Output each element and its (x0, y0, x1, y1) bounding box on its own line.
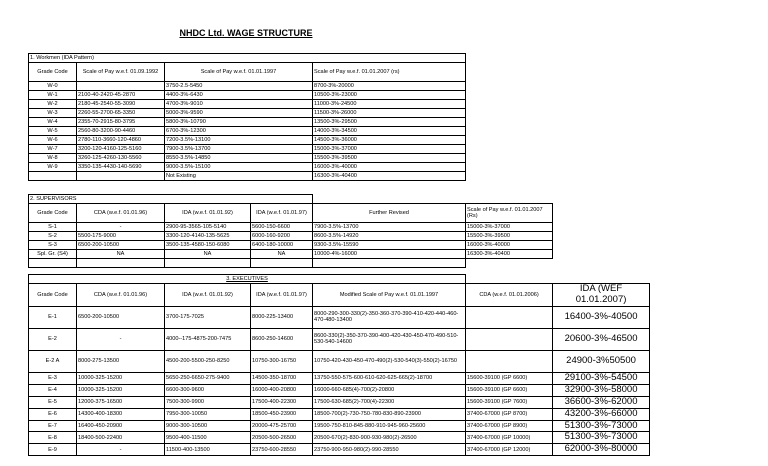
cell: 8000-275-13500 (77, 350, 165, 372)
table-row (29, 432, 650, 444)
cell: 9500-400-11500 (165, 432, 251, 444)
grade-cell: E-4 (29, 384, 77, 396)
table-row (29, 250, 553, 259)
cell: 6400-180-10000 (251, 241, 313, 250)
cell: 15500-3%-39500 (466, 232, 553, 241)
cell: 4000--175-4875-200-7475 (165, 328, 251, 350)
grade-cell: W-1 (29, 91, 77, 100)
col-grade-code: Grade Code (29, 204, 77, 223)
grade-cell: W-3 (29, 109, 77, 118)
table-row (29, 384, 650, 396)
col-ida-1997: IDA (w.e.f. 01.01.97) (251, 284, 313, 307)
table-row (29, 444, 650, 456)
cell: 37400-67000 (GP 8700) (466, 408, 553, 420)
cell: 2355-70-2915-80-3795 (77, 118, 165, 127)
table-row (29, 163, 466, 172)
cell: 4700-3%-9010 (165, 100, 313, 109)
cell: 8600-330(2)-350-370-390-400-420-430-450-470-490-510-530-540-14600 (313, 328, 466, 350)
cell: 7900-3.5%-13700 (165, 145, 313, 154)
cell: 11500-400-13500 (165, 444, 251, 456)
col-scale-1997: Scale of Pay w.e.f. 01.01.1997 (165, 63, 313, 82)
cell: 3200-120-4160-125-5160 (77, 145, 165, 154)
cell: 11000-3%-24500 (313, 100, 466, 109)
cell: 10000-325-15200 (77, 384, 165, 396)
table-row (29, 118, 466, 127)
cell (466, 306, 553, 328)
cell: 9000-300-10500 (165, 420, 251, 432)
table-row (29, 223, 553, 232)
col-scale-1992: Scale of Pay w.e.f. 01.09.1992 (77, 63, 165, 82)
cell: 3750-2.5-5450 (165, 82, 313, 91)
cell: 4400-3%-6430 (165, 91, 313, 100)
cell: 10500-3%-23000 (313, 91, 466, 100)
cell: 3300-120-4140-135-5625 (165, 232, 251, 241)
cell: 2260-55-2700-65-3350 (77, 109, 165, 118)
cell: 16400-450-20900 (77, 420, 165, 432)
cell: 20500-500-26500 (251, 432, 313, 444)
col-grade-code: Grade Code (29, 284, 77, 307)
cell: 8000-225-13400 (251, 306, 313, 328)
cell: 11500-3%-26000 (313, 109, 466, 118)
grade-cell: E-5 (29, 396, 77, 408)
table-row (29, 232, 553, 241)
grade-cell: E-8 (29, 432, 77, 444)
grade-cell: W-5 (29, 127, 77, 136)
ida-2007-cell: 51300-3%-73000 (553, 432, 650, 444)
ida-2007-cell: 43200-3%-66000 (553, 408, 650, 420)
cell: 6500-200-10500 (77, 306, 165, 328)
cell: 14300-400-18300 (77, 408, 165, 420)
grade-cell: W-2 (29, 100, 77, 109)
table-row (29, 109, 466, 118)
table-row (29, 172, 466, 181)
cell: 7500-300-9900 (165, 396, 251, 408)
table-row (29, 328, 650, 350)
col-ida-1992: IDA (w.e.f. 01.01.92) (165, 204, 251, 223)
cell: 16300-3%-40400 (466, 250, 553, 259)
cell: 5600-150-6600 (251, 223, 313, 232)
cell: NA (251, 250, 313, 259)
cell: 18500-450-23900 (251, 408, 313, 420)
cell (77, 172, 165, 181)
cell: 13750-550-575-600-610-620-625-665(2)-18700 (313, 372, 466, 384)
col-cda-1996: CDA (w.e.f. 01.01.96) (77, 204, 165, 223)
cell: 3500-135-4580-150-6080 (165, 241, 251, 250)
cell: 16000-400-20800 (251, 384, 313, 396)
cell: 16300-3%-40400 (313, 172, 466, 181)
cell: 16000-3%-40000 (313, 163, 466, 172)
col-further-revised: Further Revised (313, 204, 466, 223)
ida-2007-cell: 51300-3%-73000 (553, 420, 650, 432)
ida-2007-cell: 24900-3%50500 (553, 350, 650, 372)
cell: 15000-3%-37000 (466, 223, 553, 232)
table-row (29, 372, 650, 384)
cell: 15600-39100 (GP 7600) (466, 396, 553, 408)
ida-2007-cell: 36600-3%-62000 (553, 396, 650, 408)
grade-cell: E-7 (29, 420, 77, 432)
table-row (29, 154, 466, 163)
col-scale-2007: Scale of Pay w.e.f. 01.01.2007 (Rs) (466, 204, 553, 223)
cell: 37400-67000 (GP 12000) (466, 444, 553, 456)
cell: 10750-420-430-450-470-490(2)-530-540(3)-550(2)-16750 (313, 350, 466, 372)
cell: 14000-3%-34500 (313, 127, 466, 136)
executives-section-title-cell (29, 275, 466, 284)
cell: NA (165, 250, 251, 259)
grade-cell: E-2 (29, 328, 77, 350)
cell: 23750-900-950-980(2)-990-28550 (313, 444, 466, 456)
cell: 2180-45-2540-55-3090 (77, 100, 165, 109)
col-scale-2007: Scale of Pay w.e.f. 01.01.2007 (rs) (313, 63, 466, 82)
cell: 2560-80-3200-90-4460 (77, 127, 165, 136)
page-title: NHDC Ltd. WAGE STRUCTURE (179, 28, 313, 38)
cell: 6500-200-10500 (77, 241, 165, 250)
cell: 5650-250-6650-275-9400 (165, 372, 251, 384)
table-row (29, 420, 650, 432)
cell: 7900-3.5%-13700 (313, 223, 466, 232)
cell: 6700-3%-12300 (165, 127, 313, 136)
grade-cell: S-3 (29, 241, 77, 250)
cell: 5000-3%-9590 (165, 109, 313, 118)
cell: 10000-325-15200 (77, 372, 165, 384)
grade-cell: E-2 A (29, 350, 77, 372)
grade-cell (29, 172, 77, 181)
grade-cell: E-9 (29, 444, 77, 456)
cell: 5800-3%-10790 (165, 118, 313, 127)
cell: NA (77, 250, 165, 259)
supervisors-section-title: 2. SUPERVISORS (29, 195, 313, 204)
cell: 10000-4%-16000 (313, 250, 466, 259)
grade-cell: S-1 (29, 223, 77, 232)
cell: 2100-40-2420-45-2870 (77, 91, 165, 100)
cell: 5500-175-9000 (77, 232, 165, 241)
cell: - (77, 223, 165, 232)
cell: 19500-750-810-845-880-910-945-960-25600 (313, 420, 466, 432)
cell: 6600-300-9600 (165, 384, 251, 396)
table-row (29, 145, 466, 154)
cell: 3700-175-7025 (165, 306, 251, 328)
col-modified-scale: Modified Scale of Pay w.e.f. 01.01.1997 (313, 284, 466, 307)
cell: 7200-3.5%-13100 (165, 136, 313, 145)
cell: 6000-160-9200 (251, 232, 313, 241)
executives-table (28, 274, 650, 456)
cell: 18400-500-22400 (77, 432, 165, 444)
col-cda-1996: CDA (w.e.f. 01.01.96) (77, 284, 165, 307)
col-cda-2006: CDA (w.e.f. 01.01.2006) (466, 284, 553, 307)
cell: 8550-3.5%-14850 (165, 154, 313, 163)
cell: 18500-700(2)-730-750-780-830-890-23900 (313, 408, 466, 420)
grade-cell: W-7 (29, 145, 77, 154)
cell: 4500-200-5500-250-8250 (165, 350, 251, 372)
cell: 9300-3.5%-15590 (313, 241, 466, 250)
table-row (29, 91, 466, 100)
cell: 15600-39100 (GP 6600) (466, 372, 553, 384)
cell: 14500-350-18700 (251, 372, 313, 384)
grade-cell: Spl. Gr. (S4) (29, 250, 77, 259)
cell: - (77, 444, 165, 456)
table-row (29, 350, 650, 372)
grade-cell: E-6 (29, 408, 77, 420)
cell (466, 328, 553, 350)
cell: 8600-3.5%-14920 (313, 232, 466, 241)
ida-2007-cell: 32900-3%-58000 (553, 384, 650, 396)
cell: 37400-67000 (GP 8900) (466, 420, 553, 432)
cell: 7950-300-10050 (165, 408, 251, 420)
cell: 8000-290-300-330(2)-350-360-370-390-410-420-440-460-470-480-13400 (313, 306, 466, 328)
workmen-section-title: 1. Workmen (IDA Pattern) (29, 54, 466, 63)
grade-cell: E-3 (29, 372, 77, 384)
table-row (29, 100, 466, 109)
cell: 9000-3.5%-15100 (165, 163, 313, 172)
table-row (29, 396, 650, 408)
table-row (29, 408, 650, 420)
table-row (29, 136, 466, 145)
cell: 20500-670(2)-830-900-930-980(2)-26500 (313, 432, 466, 444)
col-grade-code: Grade Code (29, 63, 77, 82)
grade-cell: W-0 (29, 82, 77, 91)
cell (466, 350, 553, 372)
cell: Not Existing (165, 172, 313, 181)
ida-2007-cell: 29100-3%-54500 (553, 372, 650, 384)
col-ida-1992: IDA (w.e.f. 01.01.92) (165, 284, 251, 307)
col-ida-2007: IDA (WEF 01.01.2007) (553, 284, 650, 307)
table-row (29, 241, 553, 250)
workmen-table (28, 53, 466, 181)
ida-2007-cell: 20600-3%-46500 (553, 328, 650, 350)
cell: 2780-110-3660-120-4860 (77, 136, 165, 145)
cell: 14500-3%-36000 (313, 136, 466, 145)
cell: 37400-67000 (GP 10000) (466, 432, 553, 444)
grade-cell: W-6 (29, 136, 77, 145)
cell: 17500-400-22300 (251, 396, 313, 408)
supervisors-table (28, 194, 553, 268)
cell: 3350-135-4430-140-5690 (77, 163, 165, 172)
cell: 23750-600-28550 (251, 444, 313, 456)
cell: 15000-3%-37000 (313, 145, 466, 154)
executives-section-title: 3. EXECUTIVES (226, 275, 268, 282)
grade-cell: S-2 (29, 232, 77, 241)
cell: 17500-630-685(2)-700(4)-22300 (313, 396, 466, 408)
cell: - (77, 328, 165, 350)
table-row (29, 127, 466, 136)
cell (77, 82, 165, 91)
cell: 16000-660-685(4)-700(2)-20800 (313, 384, 466, 396)
cell: 8700-3%-20000 (313, 82, 466, 91)
cell: 16000-3%-40000 (466, 241, 553, 250)
cell: 15600-39100 (GP 6600) (466, 384, 553, 396)
col-ida-1997: IDA (w.e.f. 01.01.97) (251, 204, 313, 223)
cell: 15500-3%-39500 (313, 154, 466, 163)
cell: 12000-375-16500 (77, 396, 165, 408)
ida-2007-cell: 62000-3%-80000 (553, 444, 650, 456)
cell: 10750-300-16750 (251, 350, 313, 372)
table-row (29, 82, 466, 91)
table-row (29, 306, 650, 328)
grade-cell: W-4 (29, 118, 77, 127)
cell: 20000-475-25700 (251, 420, 313, 432)
grade-cell: W-9 (29, 163, 77, 172)
cell: 3260-125-4260-130-5560 (77, 154, 165, 163)
ida-2007-cell: 16400-3%-40500 (553, 306, 650, 328)
cell: 2900-95-3565-105-5140 (165, 223, 251, 232)
grade-cell: E-1 (29, 306, 77, 328)
grade-cell: W-8 (29, 154, 77, 163)
cell: 8600-250-14600 (251, 328, 313, 350)
cell: 13500-3%-29500 (313, 118, 466, 127)
